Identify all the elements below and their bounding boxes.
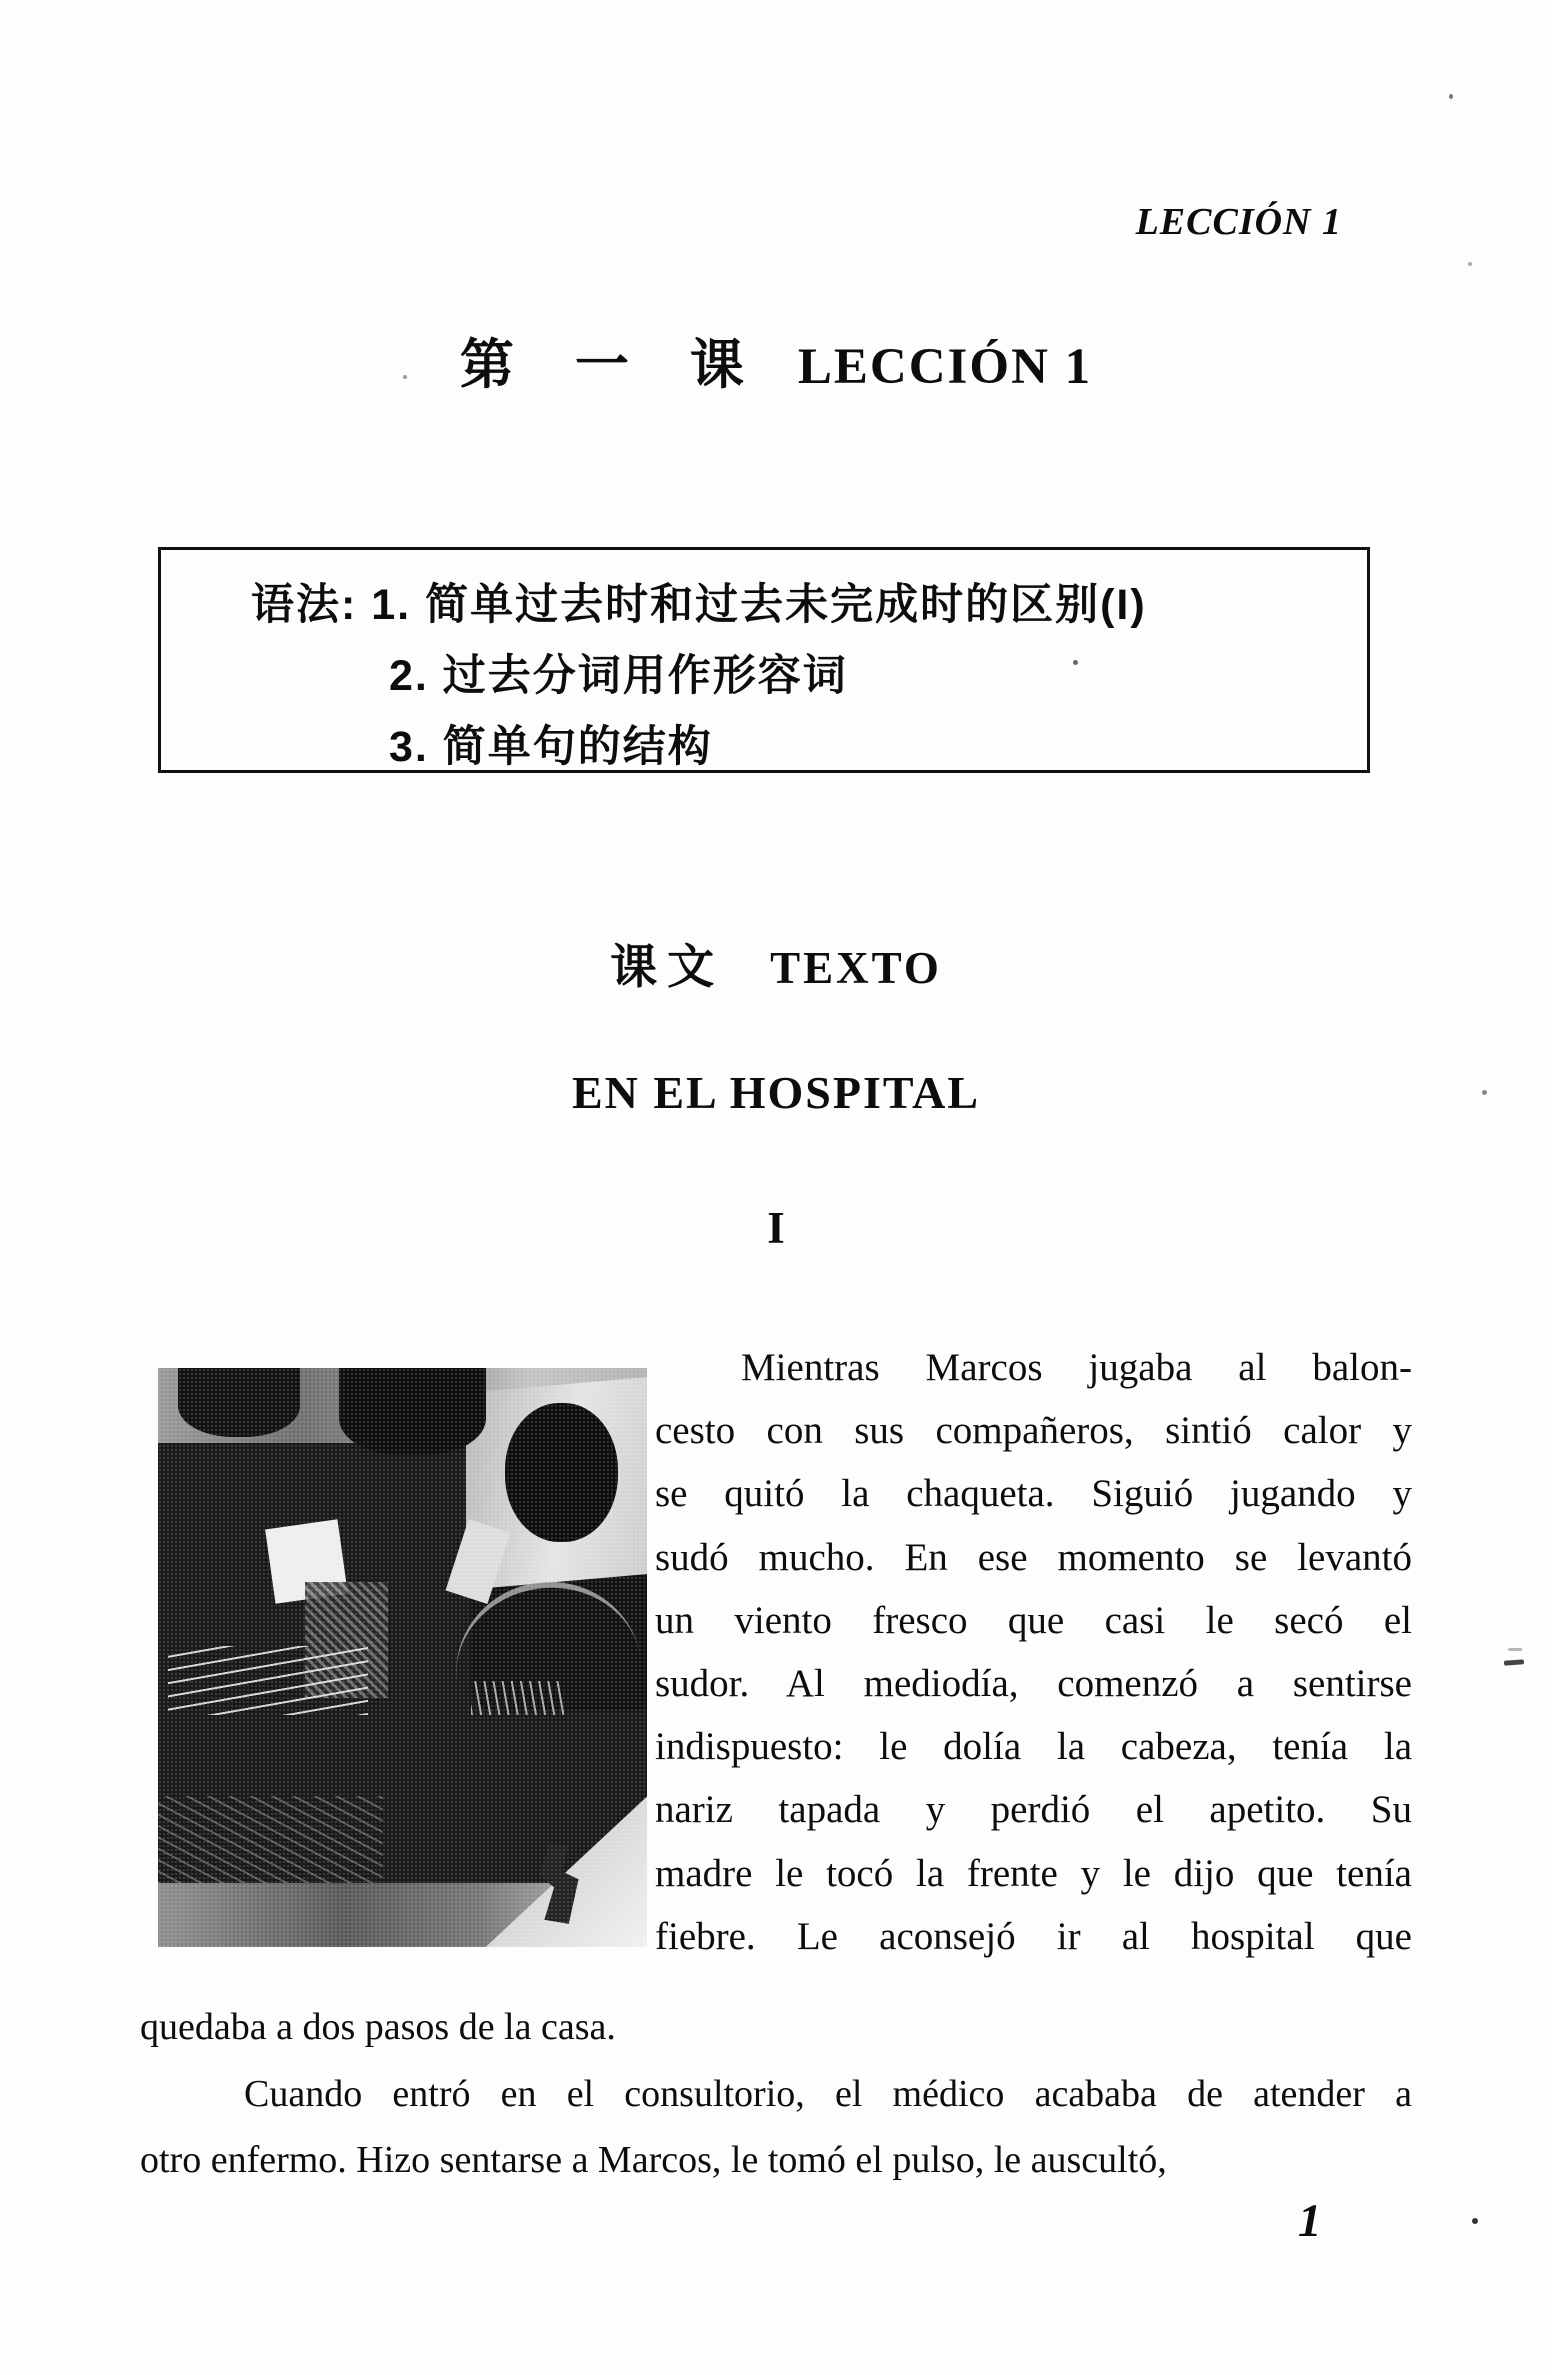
texto-heading-spanish: TEXTO bbox=[770, 943, 942, 993]
scan-speck bbox=[1508, 1648, 1522, 1651]
hospital-photo bbox=[158, 1368, 647, 1947]
lesson-title-chinese: 第 一 课 bbox=[459, 335, 754, 395]
texto-heading-chinese: 课文 bbox=[610, 940, 725, 993]
scan-speck bbox=[1472, 2218, 1478, 2224]
texto-paragraph-continuation bbox=[140, 1994, 1412, 2194]
text-line: se quitó la chaqueta. Siguió jugando y bbox=[655, 1472, 1412, 1516]
text-line: otro enfermo. Hizo sentarse a Marcos, le tomó el pulso, le auscultó, bbox=[140, 2139, 1167, 2181]
lesson-title bbox=[0, 322, 1552, 399]
text-line: Cuando entró en el consultorio, el médico acababa de atender a bbox=[244, 2072, 1412, 2115]
running-head: LECCIÓN 1 bbox=[1135, 201, 1342, 243]
text-line: nariz tapada y perdió el apetito. Su bbox=[655, 1788, 1412, 1832]
page-number: 1 bbox=[1298, 2195, 1322, 2247]
text-line: sudó mucho. En ese momento se levantó bbox=[655, 1535, 1412, 1579]
part-numeral: I bbox=[767, 1203, 785, 1253]
scan-speck bbox=[1468, 262, 1472, 266]
lesson-title-spanish: LECCIÓN 1 bbox=[797, 339, 1093, 395]
scan-speck bbox=[1073, 660, 1078, 665]
text-line: sudor. Al mediodía, comenzó a sentirse bbox=[655, 1662, 1412, 1706]
scan-speck bbox=[1482, 1090, 1487, 1095]
texto-paragraph-1 bbox=[655, 1336, 1412, 1968]
scan-speck bbox=[1504, 1659, 1524, 1665]
scan-speck bbox=[1449, 94, 1453, 99]
text-line: indispuesto: le dolía la cabeza, tenía la bbox=[655, 1725, 1412, 1769]
section-heading-texto bbox=[0, 930, 1552, 997]
scan-speck bbox=[403, 375, 407, 379]
text-line: cesto con sus compañeros, sintió calor y bbox=[655, 1409, 1412, 1453]
grammar-point-1: 语法: 1. 简单过去时和过去未完成时的区别(I) bbox=[251, 581, 1147, 629]
text-line: fiebre. Le aconsejó ir al hospital que bbox=[655, 1914, 1412, 1958]
grammar-summary-box bbox=[158, 547, 1370, 773]
story-title: EN EL HOSPITAL bbox=[571, 1067, 981, 1118]
text-line: un viento fresco que casi le secó el bbox=[655, 1598, 1412, 1642]
text-line: madre le tocó la frente y le dijo que tenía bbox=[655, 1851, 1412, 1895]
grammar-point-2: 2. 过去分词用作形容词 bbox=[389, 652, 848, 700]
text-line: Mientras Marcos jugaba al balon- bbox=[741, 1346, 1412, 1389]
text-line: quedaba a dos pasos de la casa. bbox=[140, 2006, 616, 2048]
grammar-point-3: 3. 简单句的结构 bbox=[389, 723, 713, 771]
photo-halftone-overlay bbox=[158, 1368, 647, 1947]
